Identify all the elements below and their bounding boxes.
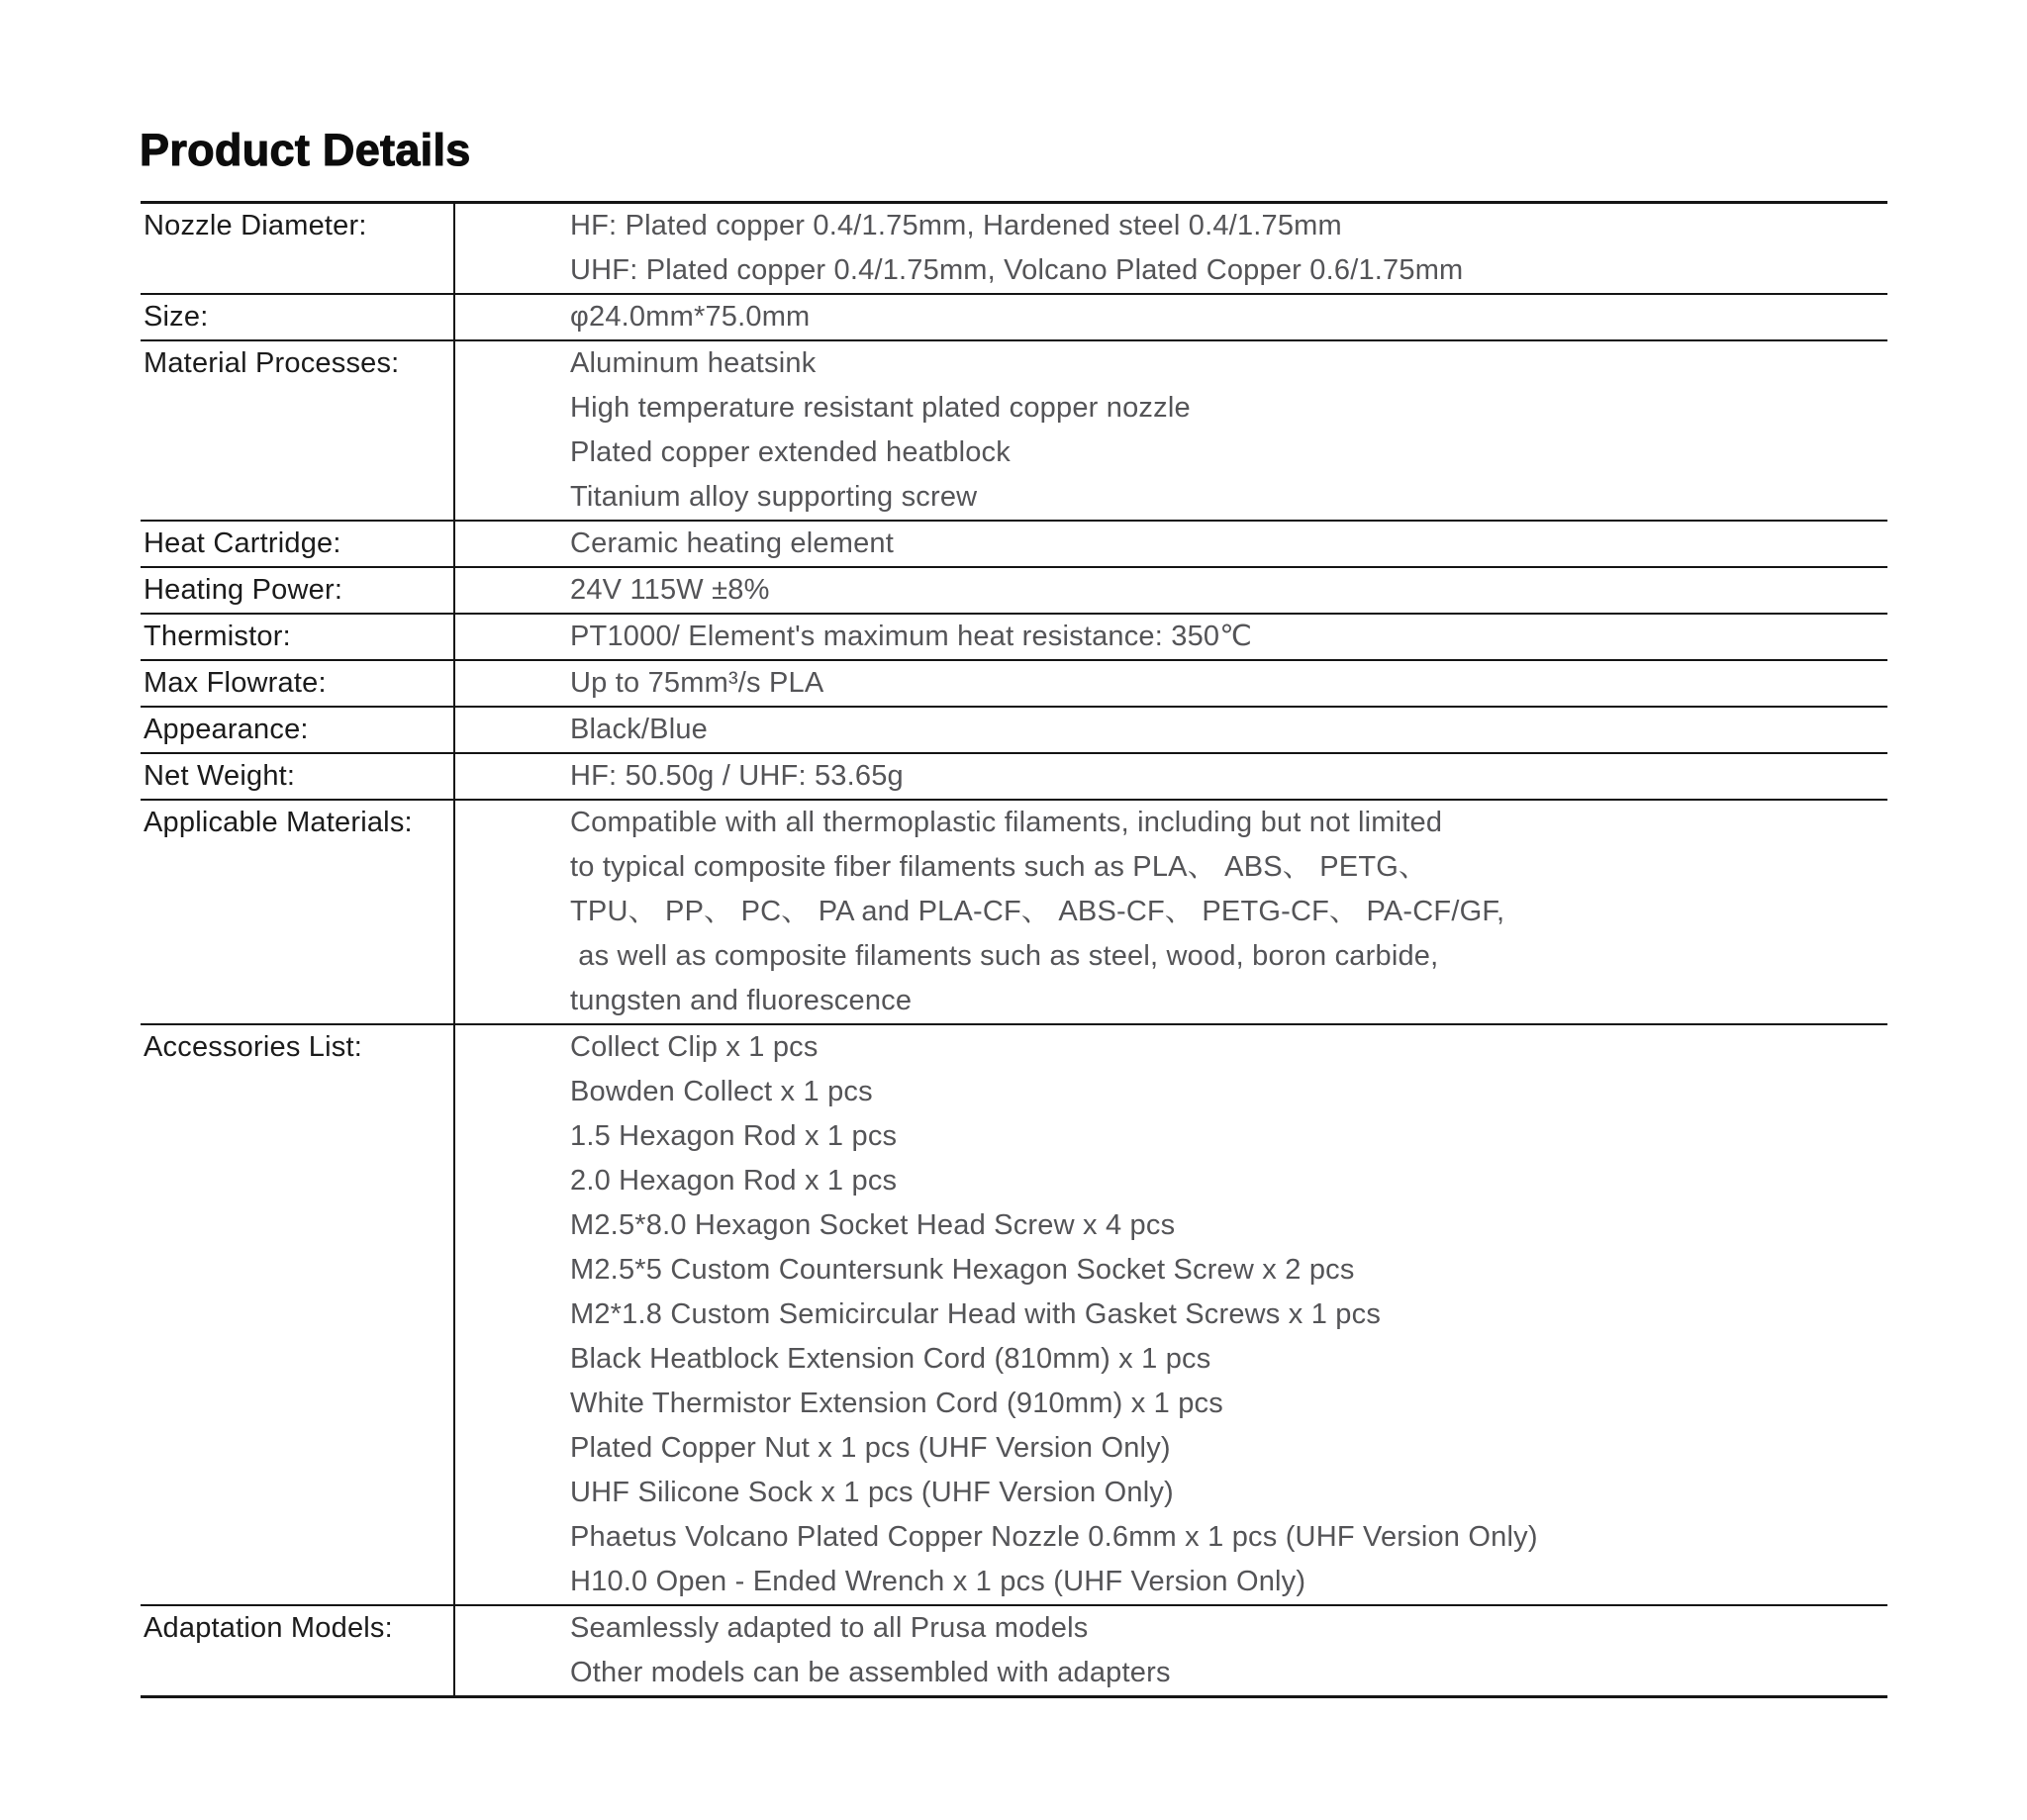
spec-value-line: Up to 75mm³/s PLA [570, 667, 824, 699]
spec-value-line: Plated copper extended heatblock [570, 436, 1011, 468]
spec-label: Appearance: [144, 714, 309, 745]
spec-label: Material Processes: [144, 347, 400, 379]
spec-value-line: PT1000/ Element's maximum heat resistance: 350℃ [570, 621, 1253, 652]
spec-label: Thermistor: [144, 621, 291, 652]
spec-value-line: UHF Silicone Sock x 1 pcs (UHF Version Only) [570, 1477, 1174, 1508]
spec-value-cell [454, 340, 1887, 521]
spec-label: Heating Power: [144, 574, 343, 606]
spec-row [141, 521, 1887, 567]
spec-value-line: φ24.0mm*75.0mm [570, 301, 811, 333]
spec-value-line: UHF: Plated copper 0.4/1.75mm, Volcano Plated Copper 0.6/1.75mm [570, 254, 1464, 286]
spec-value-cell [454, 614, 1887, 660]
product-spec-table [141, 201, 1887, 1698]
page-title: Product Details [140, 125, 471, 175]
spec-table-body [141, 203, 1887, 1697]
spec-value-line: HF: Plated copper 0.4/1.75mm, Hardened steel 0.4/1.75mm [570, 210, 1342, 241]
spec-value-cell [454, 294, 1887, 340]
spec-value-cell [454, 660, 1887, 707]
spec-value-line: Other models can be assembled with adapters [570, 1657, 1171, 1688]
spec-value-line: White Thermistor Extension Cord (910mm) x 1 pcs [570, 1388, 1223, 1419]
spec-value-line: Plated Copper Nut x 1 pcs (UHF Version Only) [570, 1432, 1171, 1464]
spec-value-line: M2.5*5 Custom Countersunk Hexagon Socket Screw x 2 pcs [570, 1254, 1355, 1286]
spec-value-line: 24V 115W ±8% [570, 574, 770, 606]
spec-value-line: Phaetus Volcano Plated Copper Nozzle 0.6mm x 1 pcs (UHF Version Only) [570, 1521, 1538, 1553]
spec-value-line: TPU、 PP、 PC、 PA and PLA-CF、 ABS-CF、 PETG-CF、 PA-CF/GF, [570, 896, 1505, 927]
spec-row [141, 567, 1887, 614]
spec-value-line: Compatible with all thermoplastic filaments, including but not limited [570, 807, 1443, 838]
spec-label: Applicable Materials: [144, 807, 413, 838]
spec-label: Max Flowrate: [144, 667, 327, 699]
spec-value-line: M2*1.8 Custom Semicircular Head with Gasket Screws x 1 pcs [570, 1298, 1382, 1330]
spec-value-line: tungsten and fluorescence [570, 985, 913, 1016]
spec-value-line: Ceramic heating element [570, 527, 894, 559]
spec-row [141, 340, 1887, 521]
spec-value-line: Black/Blue [570, 714, 709, 745]
spec-value-line: Seamlessly adapted to all Prusa models [570, 1612, 1089, 1644]
spec-row [141, 800, 1887, 1024]
spec-row [141, 660, 1887, 707]
spec-value-line: to typical composite fiber filaments such as PLA、 ABS、 PETG、 [570, 851, 1428, 883]
spec-value-line: Titanium alloy supporting screw [570, 481, 978, 513]
spec-row [141, 203, 1887, 295]
spec-label: Nozzle Diameter: [144, 210, 367, 241]
spec-value-line: 1.5 Hexagon Rod x 1 pcs [570, 1120, 898, 1152]
spec-label: Net Weight: [144, 760, 296, 792]
spec-row [141, 1024, 1887, 1605]
spec-value-line: Bowden Collect x 1 pcs [570, 1076, 873, 1107]
spec-label: Accessories List: [144, 1031, 362, 1063]
spec-row [141, 614, 1887, 660]
spec-value-cell [454, 203, 1887, 295]
spec-value-line: Collect Clip x 1 pcs [570, 1031, 819, 1063]
spec-value-line: Black Heatblock Extension Cord (810mm) x 1 pcs [570, 1343, 1211, 1375]
spec-row [141, 294, 1887, 340]
spec-value-line: High temperature resistant plated copper nozzle [570, 392, 1191, 424]
spec-value-cell [454, 753, 1887, 800]
spec-label: Size: [144, 301, 209, 333]
spec-value-cell [454, 707, 1887, 753]
spec-value-line: H10.0 Open - Ended Wrench x 1 pcs (UHF Version Only) [570, 1566, 1306, 1597]
spec-row [141, 753, 1887, 800]
spec-value-line: Aluminum heatsink [570, 347, 817, 379]
spec-row [141, 1605, 1887, 1697]
spec-value-line: M2.5*8.0 Hexagon Socket Head Screw x 4 pcs [570, 1209, 1176, 1241]
spec-value-cell [454, 521, 1887, 567]
spec-row [141, 707, 1887, 753]
spec-label: Heat Cartridge: [144, 527, 341, 559]
spec-value-line: 2.0 Hexagon Rod x 1 pcs [570, 1165, 898, 1197]
spec-value-cell [454, 1024, 1887, 1605]
spec-value-line: HF: 50.50g / UHF: 53.65g [570, 760, 904, 792]
spec-value-cell [454, 567, 1887, 614]
spec-value-line: as well as composite filaments such as steel, wood, boron carbide, [570, 940, 1439, 972]
spec-value-cell [454, 800, 1887, 1024]
spec-value-cell [454, 1605, 1887, 1697]
spec-label: Adaptation Models: [144, 1612, 393, 1644]
